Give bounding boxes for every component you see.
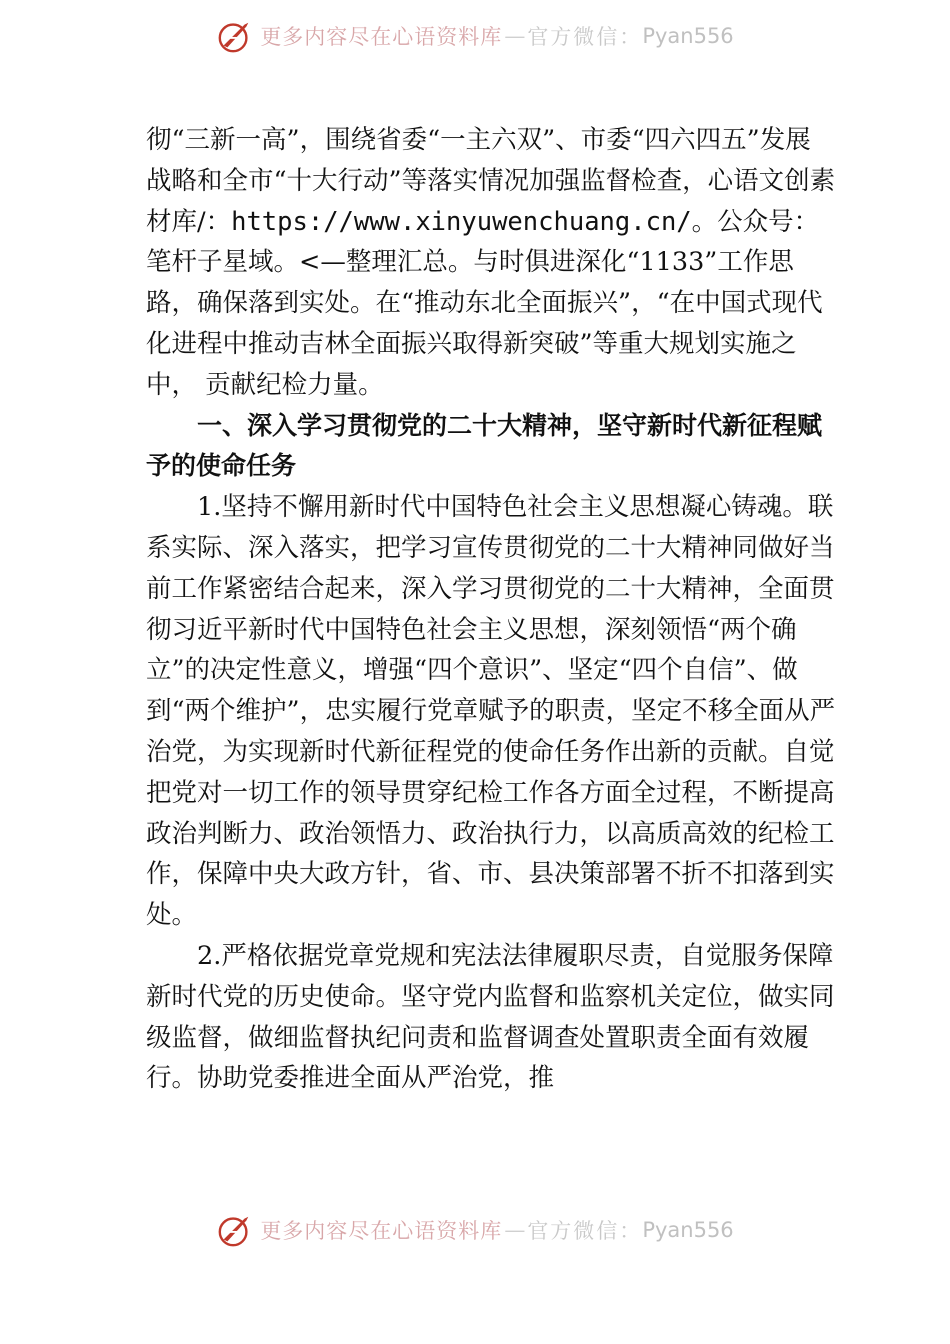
banner-wechat-label: 官方微信： <box>527 1219 643 1243</box>
banner-wechat-id: Pyan556 <box>642 24 734 48</box>
document-body <box>146 120 836 1099</box>
banner-wechat-label: 官方微信： <box>527 25 643 49</box>
quill-logo-icon <box>216 17 254 55</box>
paragraph-2: 2.严格依据党章党规和宪法法律履职尽责，自觉服务保障新时代党的历史使命。坚守党内监督和监察机关定位，做实同级监督，做细监督执纪问责和监督调查处置职责全面有效履行。协助党委推进全面从严治党，推 <box>146 940 835 1094</box>
section-heading-1: 一、深入学习贯彻党的二十大精神，坚守新时代新征程赋予的使命任务 <box>146 410 823 481</box>
intro-url: https://www.xinyuwenchuang.cn/ <box>231 206 692 237</box>
banner-separator: — <box>504 24 526 48</box>
paragraph-intro <box>146 120 836 406</box>
quill-logo-icon <box>216 1211 254 1249</box>
header-watermark-banner <box>0 14 950 58</box>
banner-separator: — <box>504 1218 526 1242</box>
banner-text: 更多内容尽在心语资料库 <box>260 1219 503 1243</box>
footer-watermark-banner <box>0 1208 950 1252</box>
intro-text-a: 彻“三新一高”，围绕省委“一主六双”、市委“四六四五”发展战略和全市“十大行动”等落实情况加强监督检查，心语文创素材库/： <box>146 125 836 237</box>
banner-text: 更多内容尽在心语资料库 <box>260 25 503 49</box>
paragraph-1: 1.坚持不懈用新时代中国特色社会主义思想凝心铸魂。联系实际、深入落实，把学习宣传贯彻党的二十大精神同做好当前工作紧密结合起来，深入学习贯彻党的二十大精神，全面贯彻习近平新时代中国特色社会主义思想，深刻领悟“两个确立”的决定性意义，增强“四个意识”、坚定“四个自信”、做到“两个维护”，忠实履行党章赋予的职责，坚定不移全面从严治党，为实现新时代新征程党的使命任务作出新的贡献。自觉把党对一切工作的领导贯穿纪检工作各方面全过程，不断提高政治判断力、政治领悟力、政治执行力，以高质高效的纪检工作，保障中央大政方针，省、市、县决策部署不折不扣落到实处。 <box>146 492 836 931</box>
intro-text-b: 。公众号：笔杆子星域。<—整理汇总。与时俱进深化“1133”工作思路，确保落到实处。在“推动东北全面振兴”，“在中国式现代化进程中推动吉林全面振兴取得新突破”等重大规划实施之中， 贡献纪检力量。 <box>146 206 823 400</box>
banner-wechat-id: Pyan556 <box>642 1218 734 1242</box>
